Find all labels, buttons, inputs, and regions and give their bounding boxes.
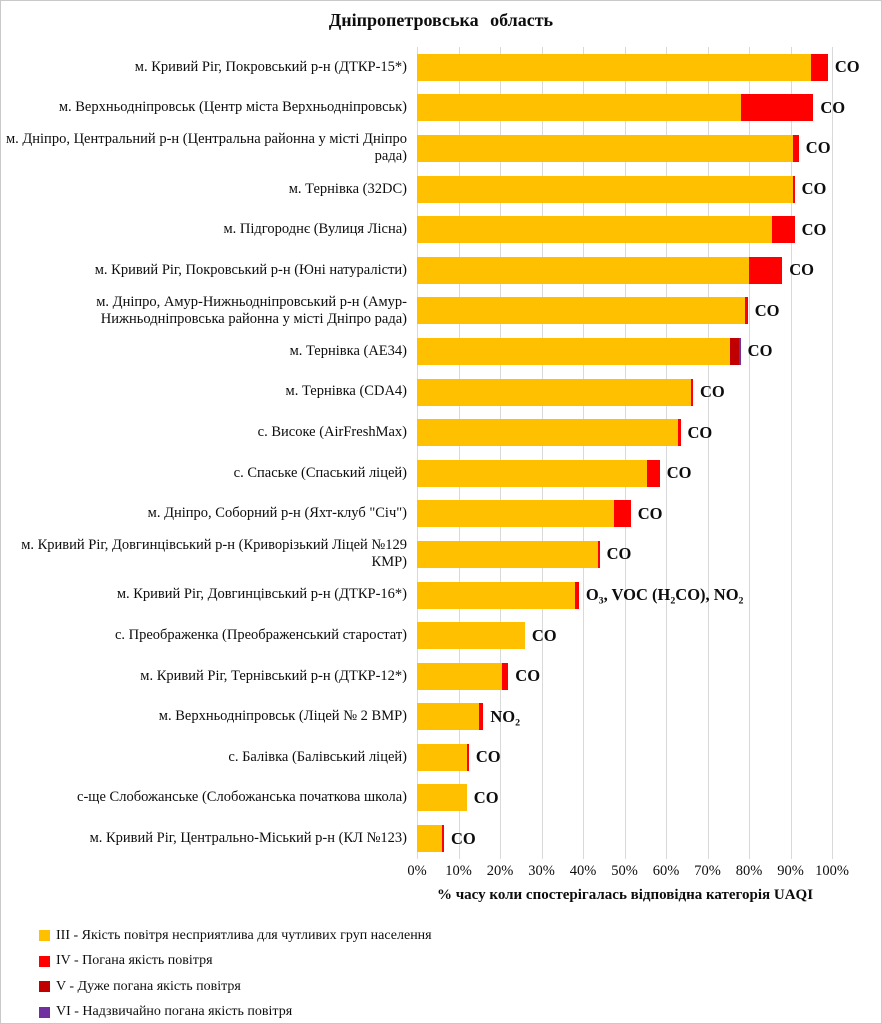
category-label: с. Балівка (Балівський ліцей)	[228, 748, 407, 765]
pollutant-label: CO	[606, 544, 632, 564]
bar-row	[1, 47, 881, 88]
bar-segment-iii	[417, 379, 691, 406]
bar-segment-iii	[417, 500, 614, 527]
bar-segment-iv	[811, 54, 828, 81]
pollutant-label: CO	[801, 219, 827, 239]
legend-label: V - Дуже погана якість повітря	[56, 978, 241, 994]
bar-segment-vi	[739, 338, 741, 365]
category-label: м. Кривий Ріг, Покровський р-н (ДТКР-15*)	[134, 58, 407, 75]
bar-segment-iii	[417, 297, 745, 324]
bar-segment-iv	[793, 176, 795, 203]
bar-track	[417, 94, 846, 121]
bar-track	[417, 338, 832, 365]
axis-tick-label: 20%	[486, 863, 514, 879]
bar-segment-iii	[417, 825, 442, 852]
legend-swatch-iv	[39, 956, 50, 967]
category-label: с. Спаське (Спаський ліцей)	[233, 464, 407, 481]
pollutant-label: CO	[450, 828, 476, 848]
bar-segment-iv	[598, 541, 600, 568]
bar-row	[1, 453, 881, 494]
bar-segment-iv	[793, 135, 799, 162]
bar-segment-iv	[575, 582, 579, 609]
bar-row	[1, 534, 881, 575]
bar-track	[417, 135, 832, 162]
bar-segment-iv	[479, 703, 483, 730]
legend-swatch-iii	[39, 930, 50, 941]
x-axis-ticks	[407, 863, 849, 881]
category-label: с-ще Слобожанське (Слобожанська початкова школа)	[77, 789, 407, 806]
category-label: м. Кривий Ріг, Довгинцівський р-н (ДТКР-16*)	[116, 586, 407, 603]
bar-row	[1, 737, 881, 778]
bar-segment-iii	[417, 338, 730, 365]
pollutant-label: NO₂	[490, 706, 521, 726]
category-label: м. Кривий Ріг, Довгинцівський р-н (Криворізький Ліцей №129 КМР)	[21, 537, 407, 571]
bar-track	[417, 622, 832, 649]
bar-track	[417, 663, 832, 690]
category-label: м. Підгороднє (Вулиця Лісна)	[223, 221, 407, 238]
bar-track	[417, 176, 832, 203]
legend-swatch-v	[39, 981, 50, 992]
bar-track	[417, 460, 832, 487]
pollutant-label: CO	[801, 179, 827, 199]
bar-segment-iv	[749, 257, 782, 284]
chart-title: Дніпропетровська область	[328, 10, 554, 30]
bar-row	[1, 169, 881, 210]
bar-row	[1, 697, 881, 738]
bar-segment-iii	[417, 663, 502, 690]
bar-segment-iii	[417, 257, 749, 284]
bar-segment-iii	[417, 94, 741, 121]
bar-track	[417, 54, 860, 81]
bar-row	[1, 575, 881, 616]
pollutant-label: CO	[666, 463, 692, 483]
pollutant-label: CO	[747, 341, 773, 361]
bar-row	[1, 372, 881, 413]
axis-tick-label: 80%	[735, 863, 763, 879]
bar-row	[1, 412, 881, 453]
bar-segment-iv	[745, 297, 748, 324]
legend-item	[39, 974, 432, 1000]
bar-segment-iii	[417, 784, 467, 811]
legend-label: III - Якість повітря несприятлива для чутливих груп населення	[56, 927, 432, 943]
axis-tick-label: 60%	[652, 863, 680, 879]
bar-segment-iii	[417, 135, 793, 162]
bar-row	[1, 209, 881, 250]
bar-track	[417, 379, 832, 406]
bar-track	[417, 216, 832, 243]
bar-segment-iv	[678, 419, 680, 446]
bar-segment-iii	[417, 703, 479, 730]
category-label: м. Дніпро, Центральний р-н (Центральна районна у місті Дніпро рада)	[5, 131, 407, 165]
category-label: м. Кривий Ріг, Центрально-Міський р-н (КЛ №123)	[89, 830, 407, 847]
category-label: с. Преображенка (Преображенський старостат)	[114, 627, 407, 644]
bar-segment-iii	[417, 419, 678, 446]
legend-label: IV - Погана якість повітря	[56, 953, 213, 969]
pollutant-label: CO	[515, 666, 541, 686]
bar-segment-iii	[417, 541, 598, 568]
pollutant-label: CO	[754, 300, 780, 320]
bar-segment-iv	[502, 663, 508, 690]
axis-tick-label: 90%	[777, 863, 804, 879]
bar-row	[1, 778, 881, 819]
bar-segment-iv	[772, 216, 795, 243]
category-label: м. Верхньодніпровськ (Центр міста Верхньодніпровськ)	[58, 99, 407, 116]
axis-tick-label: 70%	[694, 863, 721, 879]
legend-item	[39, 923, 432, 949]
pollutant-label: CO	[637, 503, 663, 523]
legend-item	[39, 949, 432, 975]
pollutant-label: CO	[789, 260, 814, 280]
pollutant-label: CO	[687, 422, 713, 442]
bar-row	[1, 88, 881, 129]
category-label: м. Верхньодніпровськ (Ліцей № 2 ВМР)	[158, 708, 407, 725]
legend-item	[39, 1000, 432, 1024]
bar-segment-iii	[417, 460, 647, 487]
pollutant-label: CO	[820, 97, 846, 117]
category-label: м. Тернівка (AE34)	[289, 342, 407, 359]
bar-track	[417, 744, 832, 771]
axis-tick-label: 100%	[815, 863, 849, 879]
pollutant-label: CO	[531, 625, 557, 645]
legend-swatch-vi	[39, 1007, 50, 1018]
axis-tick-label: 30%	[528, 863, 555, 879]
bar-segment-v	[730, 338, 738, 365]
bar-row	[1, 250, 881, 291]
category-label: м. Дніпро, Амур-Нижньодніпровський р-н (Амур-Нижньодніпровська районна у місті Дніпро рада)	[96, 293, 407, 327]
bar-track	[417, 703, 832, 730]
bar-segment-iii	[417, 582, 575, 609]
bar-row	[1, 615, 881, 656]
axis-tick-label: 40%	[569, 863, 597, 879]
bar-track	[417, 419, 832, 446]
bar-segment-iv	[741, 94, 814, 121]
bar-row	[1, 128, 881, 169]
bar-track	[417, 297, 832, 324]
bar-segment-iv	[467, 744, 469, 771]
bar-track	[417, 500, 832, 527]
pollutant-label: CO	[834, 57, 860, 77]
bar-segment-iv	[614, 500, 631, 527]
bar-row	[1, 331, 881, 372]
bar-row	[1, 656, 881, 697]
category-label: м. Кривий Ріг, Тернівський р-н (ДТКР-12*)	[140, 667, 407, 684]
category-label: м. Дніпро, Соборний р-н (Яхт-клуб "Січ")	[147, 505, 407, 522]
bar-segment-iii	[417, 216, 772, 243]
category-label: с. Високе (AirFreshMax)	[257, 424, 407, 441]
bar-segment-iii	[417, 176, 793, 203]
bar-segment-iv	[647, 460, 659, 487]
axis-tick-label: 50%	[611, 863, 638, 879]
category-label: м. Кривий Ріг, Покровський р-н (Юні натуралісти)	[94, 261, 407, 278]
legend-label: VI - Надзвичайно погана якість повітря	[56, 1004, 293, 1020]
bar-row	[1, 291, 881, 332]
bar-track	[417, 257, 832, 284]
pollutant-label: CO	[699, 382, 725, 402]
bar-track	[417, 582, 832, 609]
legend	[39, 923, 432, 1024]
pollutant-label: CO	[805, 138, 831, 158]
category-label: м. Тернівка (CDA4)	[285, 383, 407, 400]
bar-segment-iii	[417, 622, 525, 649]
bar-segment-iii	[417, 54, 811, 81]
bar-row	[1, 818, 881, 859]
bar-segment-iii	[417, 744, 467, 771]
bar-track	[417, 541, 832, 568]
bar-track	[417, 825, 832, 852]
category-label: м. Тернівка (32DC)	[288, 180, 407, 197]
bar-track	[417, 784, 832, 811]
x-axis-title: % часу коли спостерігалась відповідна категорія UAQI	[436, 887, 814, 903]
pollutant-label: CO	[475, 747, 501, 767]
axis-tick-label: 0%	[407, 863, 427, 879]
bar-segment-iv	[442, 825, 444, 852]
pollutant-label: CO	[473, 787, 499, 807]
axis-tick-label: 10%	[445, 863, 472, 879]
pollutant-label: O₃, VOC (H₂CO), NO₂	[585, 585, 744, 605]
bar-row	[1, 494, 881, 535]
bar-segment-iv	[691, 379, 693, 406]
plot-rows	[1, 47, 881, 859]
